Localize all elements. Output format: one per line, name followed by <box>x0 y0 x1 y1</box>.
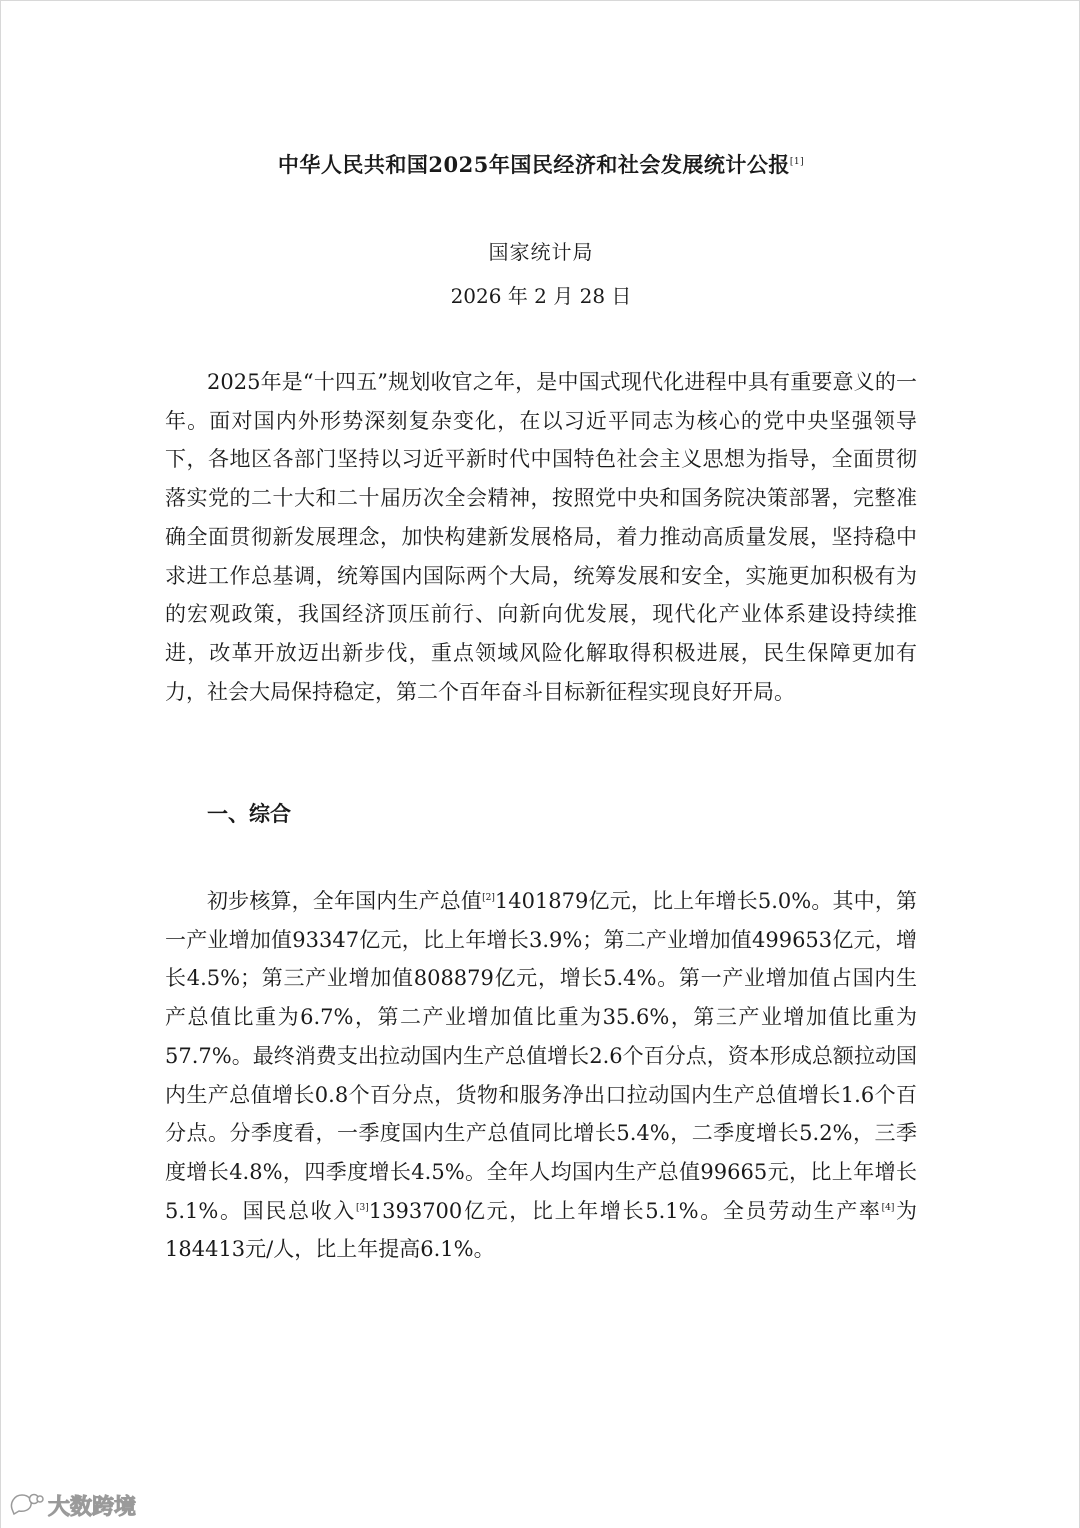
chat-bubble-logo-icon <box>8 1489 44 1521</box>
overview-text-c: 1393700亿元，比上年增长5.1%。全员劳动生产率 <box>368 1198 882 1223</box>
title-text: 中华人民共和国2025年国民经济和社会发展统计公报 <box>277 152 790 177</box>
document-title <box>1 149 1080 179</box>
overview-text-b: 1401879亿元，比上年增长5.0%。其中，第一产业增加值93347亿元，比上年增长3.9%；第二产业增加值499653亿元，增长4.5%；第三产业增加值808879亿元，增长5.4%。第一产业增加值占国内生产总值比重为6.7%，第二产业增加值比重为35.6%，第三产业增加值比重为57.7%。最终消费支出拉动国内生产总值增长2.6个百分点，资本形成总额拉动国内生产总值增长0.8个百分点，货物和服务净出口拉动国内生产总值增长1.6个百分点。分季度看，一季度国内生产总值同比增长5.4%，二季度增长5.2%，三季度增长4.8%，四季度增长4.5%。全年人均国内生产总值99665元，比上年增长5.1%。国民总收入 <box>165 889 917 1223</box>
section-heading-overview: 一、综合 <box>207 801 291 826</box>
watermark-text: 大数跨境 <box>48 1494 137 1520</box>
watermark <box>8 1489 136 1521</box>
document-date: 2026 年 2 月 28 日 <box>450 284 632 308</box>
intro-paragraph: 2025年是“十四五”规划收官之年，是中国式现代化进程中具有重要意义的一年。面对国内外形势深刻复杂变化，在以习近平同志为核心的党中央坚强领导下，各地区各部门坚持以习近平新时代中国特色社会主义思想为指导，全面贯彻落实党的二十大和二十届历次全会精神，按照党中央和国务院决策部署，完整准确全面贯彻新发展理念，加快构建新发展格局，着力推动高质量发展，坚持稳中求进工作总基调，统筹国内国际两个大局，统筹发展和安全，实施更加积极有为的宏观政策，我国经济顶压前行、向新向优发展，现代化产业体系建设持续推进，改革开放迈出新步伐，重点领域风险化解取得积极进展，民生保障更加有力，社会大局保持稳定，第二个百年奋斗目标新征程实现良好开局。 <box>165 370 917 704</box>
title-footnote-marker[interactable]: [1] <box>789 157 805 167</box>
overview-text-a: 初步核算，全年国内生产总值 <box>207 889 483 913</box>
document-author: 国家统计局 <box>488 240 594 264</box>
footnote-marker-3[interactable]: [3] <box>356 1202 369 1213</box>
overview-paragraph <box>165 882 917 1269</box>
footnote-marker-2[interactable]: [2] <box>482 893 495 903</box>
footnote-marker-4[interactable]: [4] <box>881 1202 895 1213</box>
overview-text-d: 为184413元/人，比上年提高6.1%。 <box>165 1198 917 1262</box>
